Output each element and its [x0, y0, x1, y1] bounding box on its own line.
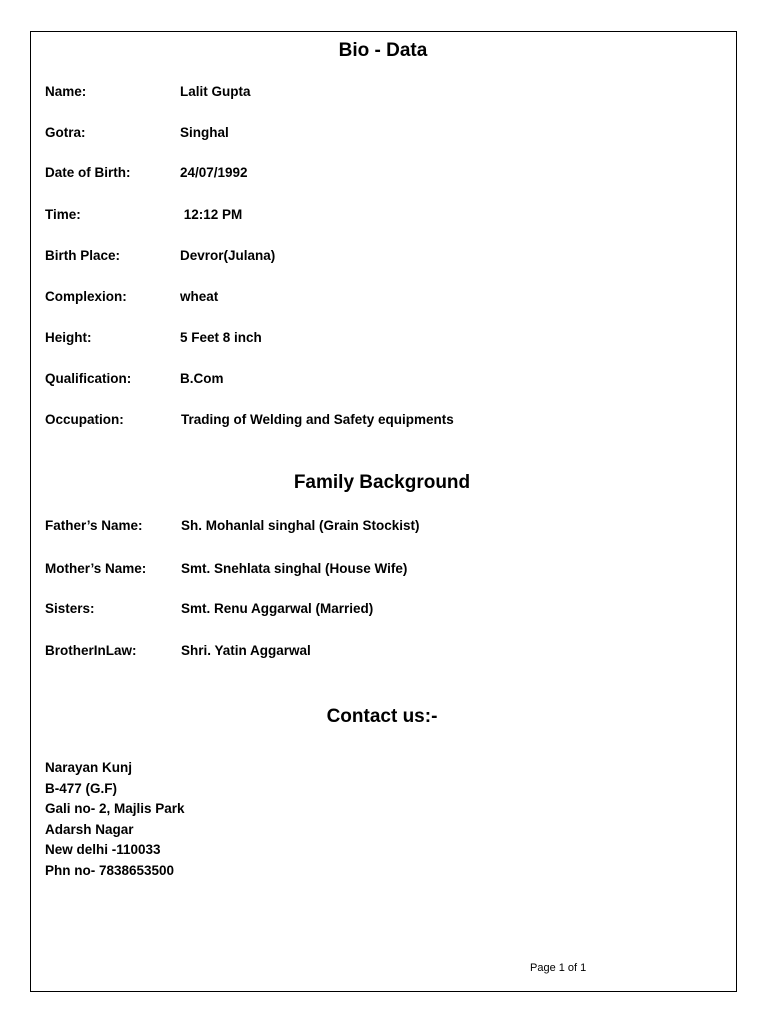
father-value: Sh. Mohanlal singhal (Grain Stockist) [181, 518, 420, 533]
contact-line: Adarsh Nagar [45, 821, 134, 837]
time-label: Time: [45, 207, 81, 222]
qualification-label: Qualification: [45, 371, 132, 386]
contact-phone: Phn no- 7838653500 [45, 862, 175, 878]
mother-value: Smt. Snehlata singhal (House Wife) [181, 561, 408, 576]
birth-place-value: Devror(Julana) [180, 248, 276, 263]
dob-label: Date of Birth: [45, 165, 131, 180]
contact-line: New delhi -110033 [45, 842, 161, 857]
occupation-value: Trading of Welding and Safety equipments [181, 412, 454, 427]
height-value: 5 Feet 8 inch [180, 330, 262, 345]
page-number: Page 1 of 1 [530, 962, 587, 974]
name-value: Lalit Gupta [180, 84, 251, 99]
time-value: 12:12 PM [180, 207, 243, 222]
contact-line: Narayan Kunj [45, 760, 133, 775]
occupation-label: Occupation: [45, 412, 124, 427]
father-label: Father’s Name: [45, 518, 143, 533]
document-title: Bio - Data [338, 40, 428, 61]
contact-line: Gali no- 2, Majlis Park [45, 801, 185, 816]
brother-in-law-label: BrotherInLaw: [45, 643, 137, 658]
qualification-value: B.Com [180, 371, 224, 386]
name-label: Name: [45, 84, 87, 99]
complexion-value: wheat [180, 289, 219, 304]
mother-label: Mother’s Name: [45, 561, 147, 576]
contact-heading: Contact us:- [326, 706, 438, 727]
sisters-label: Sisters: [45, 601, 95, 616]
contact-address [45, 758, 185, 881]
birth-place-label: Birth Place: [45, 248, 121, 263]
height-label: Height: [45, 330, 92, 345]
family-heading: Family Background [293, 472, 471, 493]
gotra-label: Gotra: [45, 125, 86, 140]
contact-line: B-477 (G.F) [45, 780, 118, 796]
complexion-label: Complexion: [45, 289, 127, 304]
brother-in-law-value: Shri. Yatin Aggarwal [181, 643, 311, 658]
gotra-value: Singhal [180, 125, 229, 140]
sisters-value: Smt. Renu Aggarwal (Married) [181, 601, 374, 616]
dob-value: 24/07/1992 [180, 165, 248, 180]
